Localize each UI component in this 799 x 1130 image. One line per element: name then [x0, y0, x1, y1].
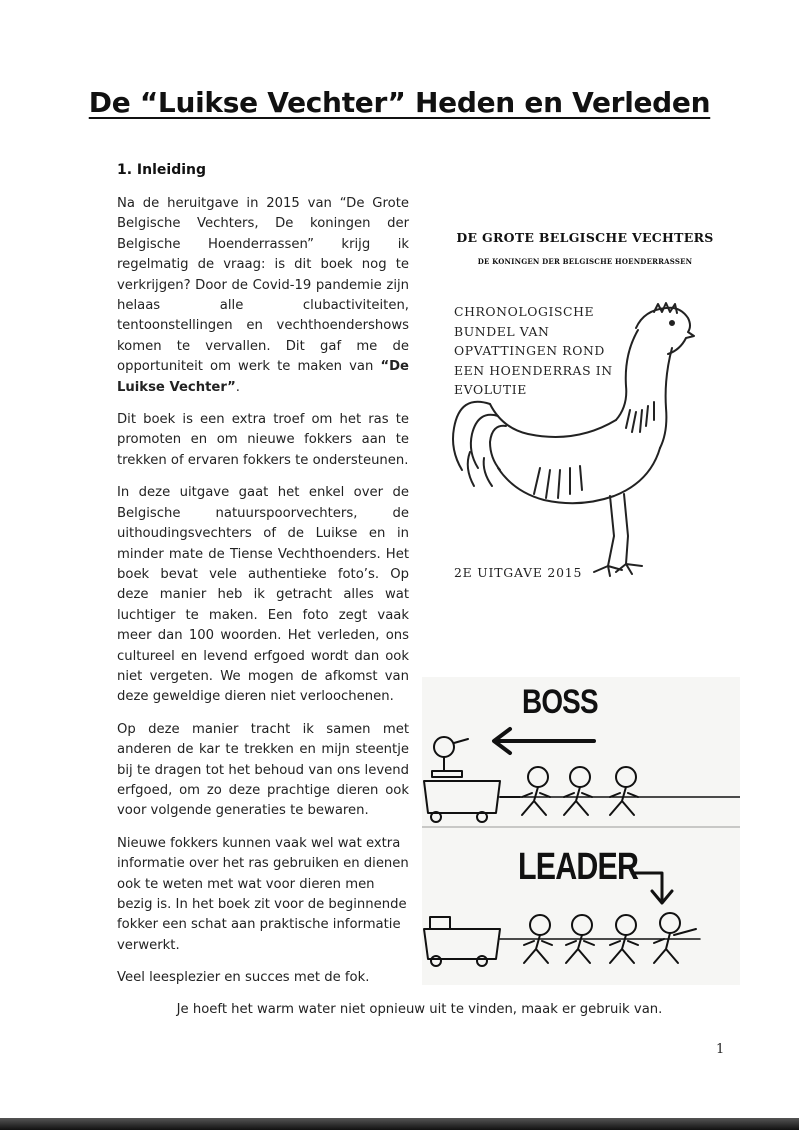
page-title: De “Luikse Vechter” Heden en Verleden [88, 86, 711, 119]
paragraph-content: In deze uitgave gaat het enkel over de Belgische natuurspoorvechters, de uithoudingsvechters of de Luikse en in minder mate de Tiense Vechthoenders. Het boek bevat vele authentieke foto’s. Op deze manier heb ik getracht alles wat luchtiger te maken. Een foto zegt vaak meer dan 100 woorden. Het verleden, ons cultureel en levend erfgoed wordt dan ook niet vergeten. We mogen de afkomst van deze geweldige dieren niet verloochenen. [117, 485, 409, 705]
leader-label: LEADER [518, 846, 639, 888]
workers-top [520, 767, 740, 815]
closing-line: Je hoeft het warm water niet opnieuw uit te vinden, maak er gebruik van. [176, 1002, 663, 1017]
book-title-bold: “De Luikse Vechter” [117, 359, 409, 395]
paragraph-intro [117, 194, 409, 398]
cover-subtitle: DE KONINGEN DER BELGISCHE HOENDERRASSEN [477, 257, 693, 266]
boss-cart [424, 781, 520, 822]
boss-figure [432, 737, 468, 777]
cover-edition: 2E UITGAVE 2015 [454, 565, 583, 580]
cartoon-drawing [422, 677, 740, 985]
leader-cart [424, 917, 500, 966]
paragraph-wishes: Veel leesplezier en succes met de fok. [117, 970, 370, 986]
section-heading: 1. Inleiding [117, 162, 207, 178]
cover-title: DE GROTE BELGISCHE VECHTERS [456, 230, 714, 245]
rooster-illustration [440, 220, 730, 590]
paragraph-heritage: Op deze manier tracht ik samen met anderen de kar te trekken en mijn steentje bij te dragen tot het behoud van ons levend erfgoed, om zo deze prachtige dieren ook voor volgende generaties te bewaren. [117, 721, 409, 819]
paragraph-intro-end: . [235, 379, 240, 395]
body-text-column [117, 194, 409, 1001]
paragraph-new-breeders: Nieuwe fokkers kunnen vaak wel wat extra informatie over het ras gebruiken en dienen ook te weten met wat voor dieren men bezig is. In het boek zit voor de beginnende fokker een schat aan praktische informatie verwerkt. [117, 835, 409, 953]
boss-leader-cartoon [422, 677, 740, 985]
arrow-left-icon [494, 729, 594, 753]
arrow-down-icon [632, 873, 672, 903]
workers-bottom [500, 913, 700, 963]
page-bottom-edge [0, 1118, 799, 1130]
book-cover [440, 220, 730, 590]
paragraph-purpose: Dit boek is een extra troef om het ras te promoten en om nieuwe fokkers aan te trekken of ervaren fokkers te ondersteunen. [117, 412, 409, 468]
paragraph-intro-text: Na de heruitgave in 2015 van “De Grote Belgische Vechters, De koningen der Belgische Hoenderrassen” krijg ik regelmatig de vraag: is dit boek nog te verkrijgen? Door de Covid-19 pandemie zijn helaas alle clubactiviteiten, tentoonstellingen en vechthoendershows komen te vervallen. Dit gaf me de opportuniteit om werk te maken van [117, 196, 409, 375]
page-number: 1 [716, 1042, 725, 1057]
cover-description: CHRONOLOGISCHE BUNDEL VAN OPVATTINGEN ROND EEN HOENDERRAS IN EVOLUTIE [454, 304, 613, 397]
boss-label: BOSS [522, 683, 598, 721]
